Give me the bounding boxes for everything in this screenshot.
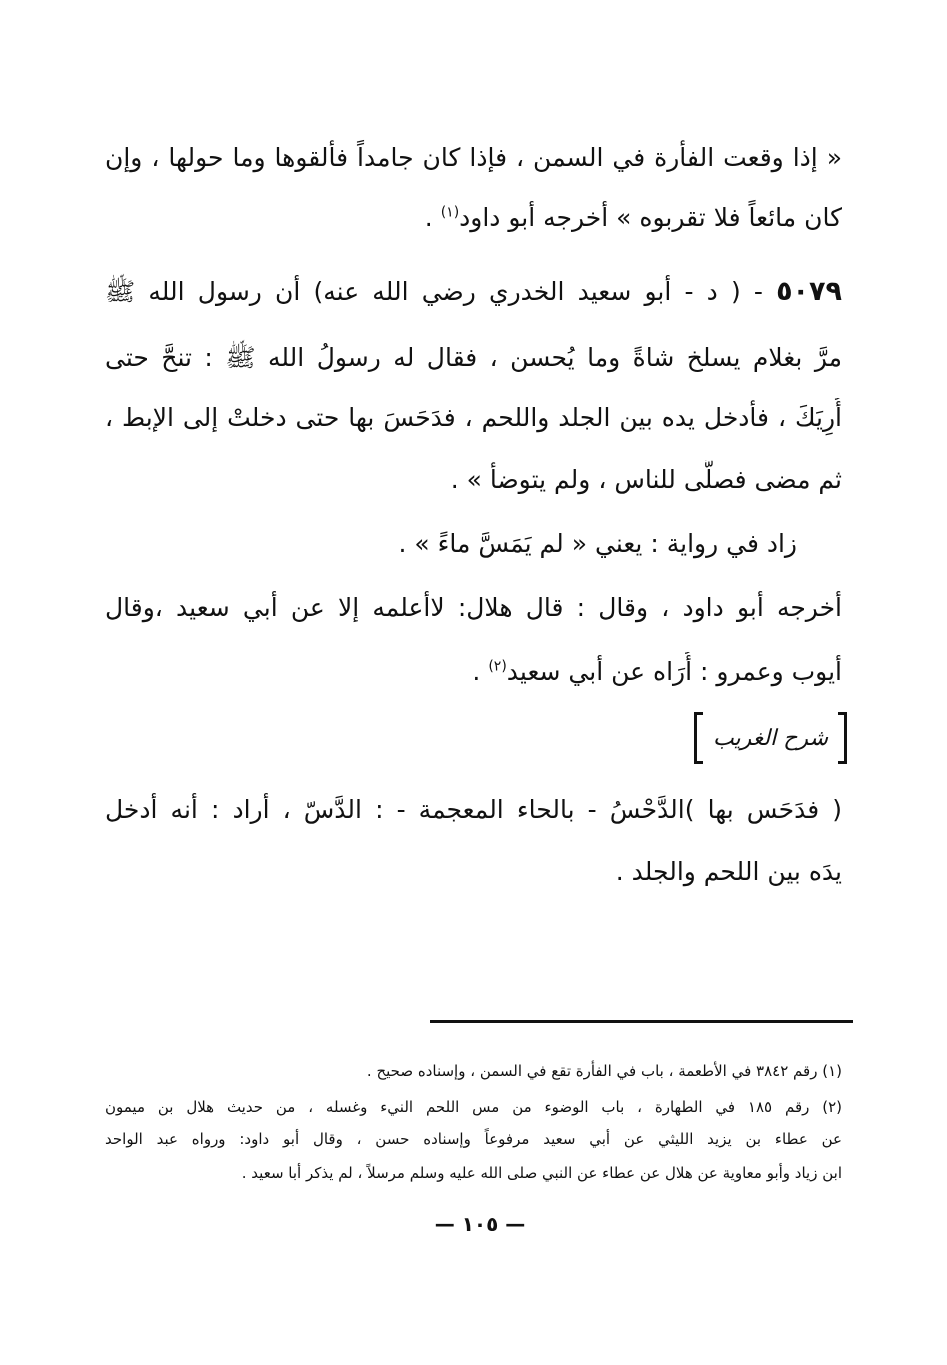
footnote-2-cont-2 [105,1160,842,1186]
footnote-1-text: (١) رقم ٣٨٤٢ في الأطعمة ، باب في الفأرة تقع في السمن ، وإسناده صحيح . [366,1062,842,1080]
body-line-1-text: « إذا وقعت الفأرة في السمن ، فإذا كان جامداً فألقوها وما حولها ، وإن [105,143,842,172]
footnote-2 [105,1094,842,1120]
body-line-7 [398,524,797,564]
body-line-8 [105,588,842,628]
body-line-10 [105,790,842,830]
footnote-1 [105,1058,842,1084]
footnote-2-cont-1 [105,1126,842,1152]
hadith-header-line [105,272,842,312]
body-line-4-text: مرَّ بغلام يسلخ شاةً وما يُحسن ، فقال له رسولُ الله ﷺ : تنحَّ حتى [105,343,842,372]
body-line-2-text: كان مائعاً فلا تقربوه » أخرجه أبو داود [459,203,842,232]
footnote-divider [430,1020,853,1023]
body-line-9-text: أيوب وعمرو : أُرَاه عن أبي سعيد [506,657,842,686]
body-line-5 [105,398,842,438]
section-heading-text: شرح الغريب [712,725,828,751]
hadith-number: ٥٠٧٩ [776,276,842,307]
body-line-9 [472,652,842,692]
body-line-11-text: يدَه بين اللحم والجلد . [615,857,842,886]
body-line-2 [425,198,842,238]
body-line-9-end: . [472,657,489,686]
section-heading [694,712,847,764]
body-line-2-end: . [424,203,441,232]
body-line-1 [105,138,842,178]
body-line-7-text: زاد في رواية : يعني « لم يَمَسَّ ماءً » . [398,529,797,558]
body-line-4 [105,338,842,378]
footnote-2-cont-1-text: عن عطاء بن يزيد الليثي عن أبي سعيد مرفوعاً وإسناده حسن ، وقال أبو داود: ورواه عبد الواحد [105,1130,842,1148]
body-line-11 [616,852,842,892]
page-number: — ١٠٥ — [434,1212,526,1236]
hadith-header-text: - ( د - أبو سعيد الخدري رضي الله عنه) أن رسول الله ﷺ [105,277,777,306]
body-line-6-text: ثم مضى فصلَّى للناس ، ولم يتوضأ » . [450,465,842,494]
footnote-ref-1[interactable]: (١) [440,204,460,221]
body-line-5-text: أُرِيَكَ ، فأدخل يده بين الجلد واللحم ، فدَحَسَ بها حتى دخلتْ إلى الإبط ، [105,403,842,432]
footnote-2-cont-2-text: ابن زياد وأبو معاوية عن هلال عن عطاء عن النبي صلى الله عليه وسلم مرسلاً ، لم يذكر أبا سعيد . [241,1164,842,1182]
footnote-ref-2[interactable]: (٢) [488,658,507,675]
body-line-6 [451,460,842,500]
body-line-8-text: أخرجه أبو داود ، وقال : قال هلال: لاأعلمه إلا عن أبي سعيد ،وقال [105,593,842,622]
footnote-2-text: (٢) رقم ١٨٥ في الطهارة ، باب الوضوء من مس اللحم النيء وغسله ، من حديث هلال بن ميمون [105,1098,842,1116]
body-line-10-text: ( فدَحَس بها )الدَّحْسُ - بالحاء المعجمة - : الدَّسّ ، أراد : أنه أدخل [105,795,842,824]
